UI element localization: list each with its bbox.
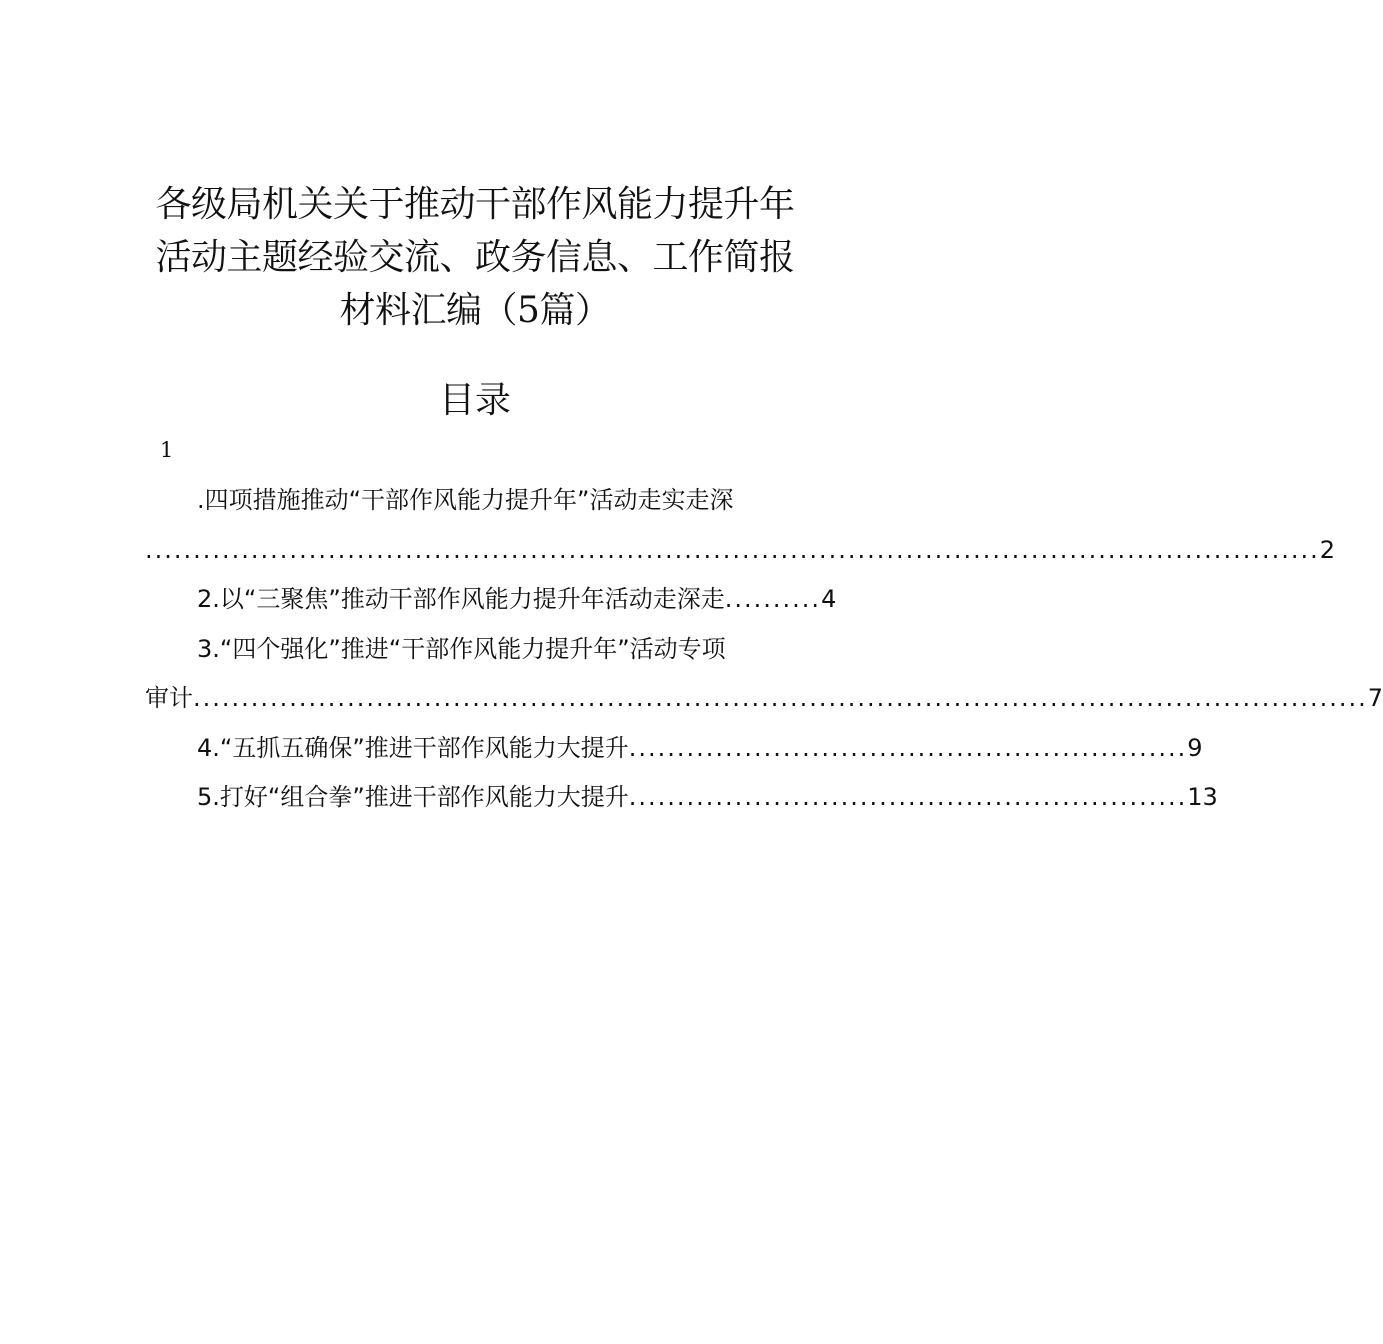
toc-entry-text: 4.“五抓五确保”推进干部作风能力大提升 [197, 733, 629, 762]
toc-entry-text-continued: 审计 [145, 684, 193, 712]
title-line-3-prefix: 材料汇编（ [339, 290, 518, 331]
toc-entry-page: 2 [1319, 535, 1336, 564]
toc-entry-text: 2.以“三聚焦”推动干部作风能力提升年活动走深走 [197, 585, 725, 613]
title-count: 5 [517, 290, 540, 331]
toc-entry-text: .四项措施推动“干部作风能力提升年”活动走实走深 [197, 486, 734, 514]
toc-entry-3[interactable] [145, 625, 805, 675]
toc-leader-dots: .......................................................... [628, 783, 1188, 811]
toc-entry-page: 4 [821, 585, 837, 613]
page-number-marker: 1 [160, 438, 174, 462]
toc-entry-page: 9 [1187, 733, 1203, 762]
toc-leader-dots: .......................................................... [628, 733, 1188, 762]
toc-entry-page: 13 [1187, 783, 1218, 811]
toc-entry-4[interactable] [145, 724, 1203, 774]
title-line-1: 各级局机关关于推动干部作风能力提升年 [155, 184, 795, 225]
toc-entry-1-continued[interactable] [145, 526, 1336, 576]
toc-leader-dots: .......................................................................................................................... [193, 684, 1368, 712]
toc-entry-2[interactable] [145, 575, 837, 625]
toc-entry-text: 5.打好“组合拳”推进干部作风能力大提升 [197, 783, 629, 811]
toc-entry-page: 7 [1367, 684, 1383, 712]
toc-leader-dots: .......................................................................................................................... [145, 535, 1320, 564]
toc-entry-1[interactable] [145, 476, 805, 526]
title-line-2: 活动主题经验交流、政务信息、工作简报 [155, 237, 795, 278]
toc-entry-5[interactable] [145, 773, 1218, 823]
document-title [140, 178, 810, 337]
toc-entry-3-continued[interactable] [145, 674, 1383, 724]
toc-leader-dots: .......... [724, 585, 822, 613]
table-of-contents [145, 476, 1383, 823]
toc-entry-text: 3.“四个强化”推进“干部作风能力提升年”活动专项 [197, 634, 726, 663]
toc-heading: 目录 [438, 380, 511, 421]
title-line-3-suffix: 篇） [539, 290, 611, 331]
title-line-3 [140, 284, 810, 337]
